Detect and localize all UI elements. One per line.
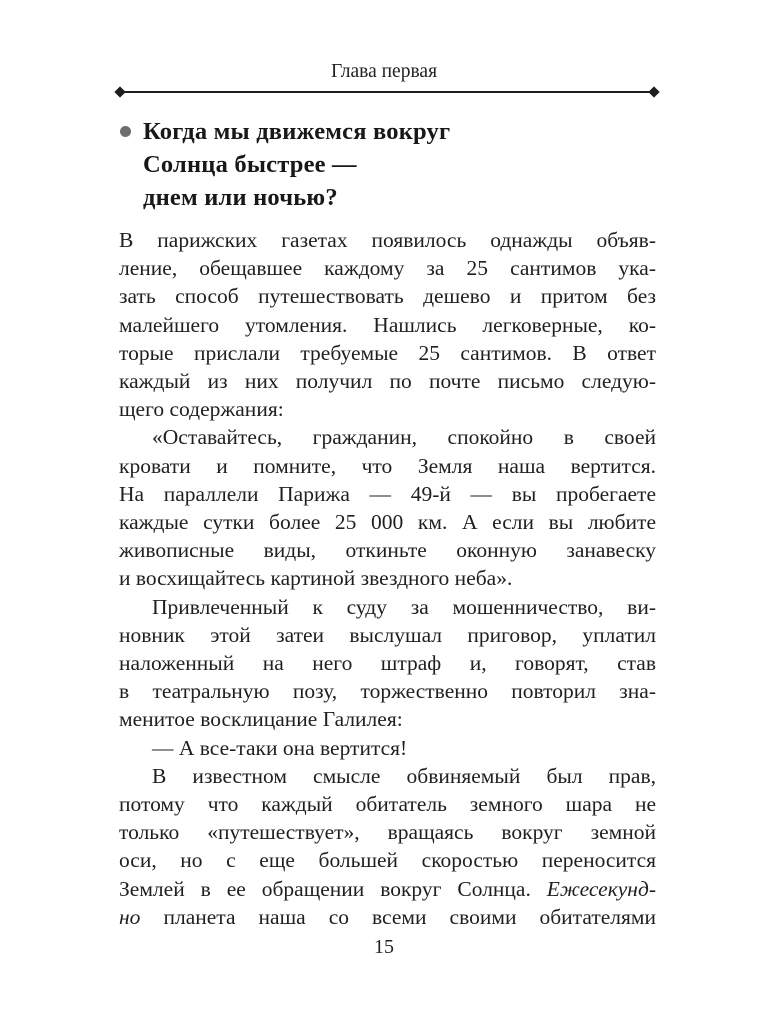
text-line: В парижских газетах появилось однажды объяв-: [119, 228, 656, 252]
section-title: [143, 115, 656, 214]
text-line: ление, обещавшее каждому за 25 сантимов ука-: [119, 256, 656, 281]
paragraph: [119, 762, 656, 931]
text-line: зать способ путешествовать дешево и притом без: [119, 284, 656, 309]
text-line: каждые сутки более 25 000 км. А если вы любите: [119, 510, 656, 535]
section-heading: [119, 115, 656, 214]
paragraph: [119, 593, 656, 734]
paragraph: [119, 226, 656, 423]
text-line: малейшего утомления. Нашлись легковерные, ко-: [119, 312, 656, 337]
text-line: оси, но с еще большей скоростью переносится: [119, 848, 656, 873]
heading-line: Когда мы движемся вокруг: [143, 118, 451, 145]
text-line: торые прислали требуемые 25 сантимов. В ответ: [119, 340, 656, 365]
text-line: «Оставайтесь, гражданин, спокойно в своей: [152, 425, 656, 450]
text-line: На параллели Парижа — 49-й — вы пробегаете: [119, 481, 656, 506]
text-line: потому что каждый обитатель земного шара не: [119, 792, 656, 817]
text-line: в театральную позу, торжественно повторил зна-: [119, 679, 656, 704]
rule-line: [122, 91, 652, 94]
heading-line: Солнца быстрее —: [143, 151, 357, 178]
text-line: щего содержания:: [119, 397, 284, 422]
chapter-header: Глава первая: [330, 61, 438, 82]
paragraph: [119, 423, 656, 592]
text-line: живописные виды, откиньте оконную занавеску: [119, 538, 656, 563]
bullet-icon: [120, 126, 131, 137]
text-line: менитое восклицание Галилея:: [119, 707, 403, 732]
body-text: [119, 226, 656, 931]
text-line: Землей в ее обращении вокруг Солнца. Ежесекунд-: [119, 876, 656, 901]
text-line: Привлеченный к суду за мошенничество, ви-: [152, 594, 656, 619]
rule-diamond-right-icon: [648, 86, 659, 97]
italic-text: Ежесекунд-: [546, 876, 656, 901]
text-line: и восхищайтесь картиной звездного неба».: [119, 566, 513, 591]
heading-line: днем или ночью?: [143, 184, 338, 211]
text-line: — А все-таки она вертится!: [152, 735, 408, 760]
text-line: каждый из них получил по почте письмо следую-: [119, 369, 656, 394]
text-line: только «путешествует», вращаясь вокруг земной: [119, 820, 656, 845]
paragraph: [119, 734, 656, 762]
text-line: новник этой затеи выслушал приговор, уплатил: [119, 622, 656, 647]
page-number: 15: [374, 936, 394, 958]
text-line: но планета наша со всеми своими обитателями: [119, 904, 656, 929]
header-rule: [118, 86, 656, 98]
text-line: В известном смысле обвиняемый был прав,: [152, 763, 656, 788]
text-line: наложенный на него штраф и, говорят, став: [119, 651, 656, 676]
rule-diamond-left-icon: [114, 86, 125, 97]
italic-text: но: [119, 904, 141, 929]
text-line: кровати и помните, что Земля наша вертится.: [119, 453, 656, 478]
